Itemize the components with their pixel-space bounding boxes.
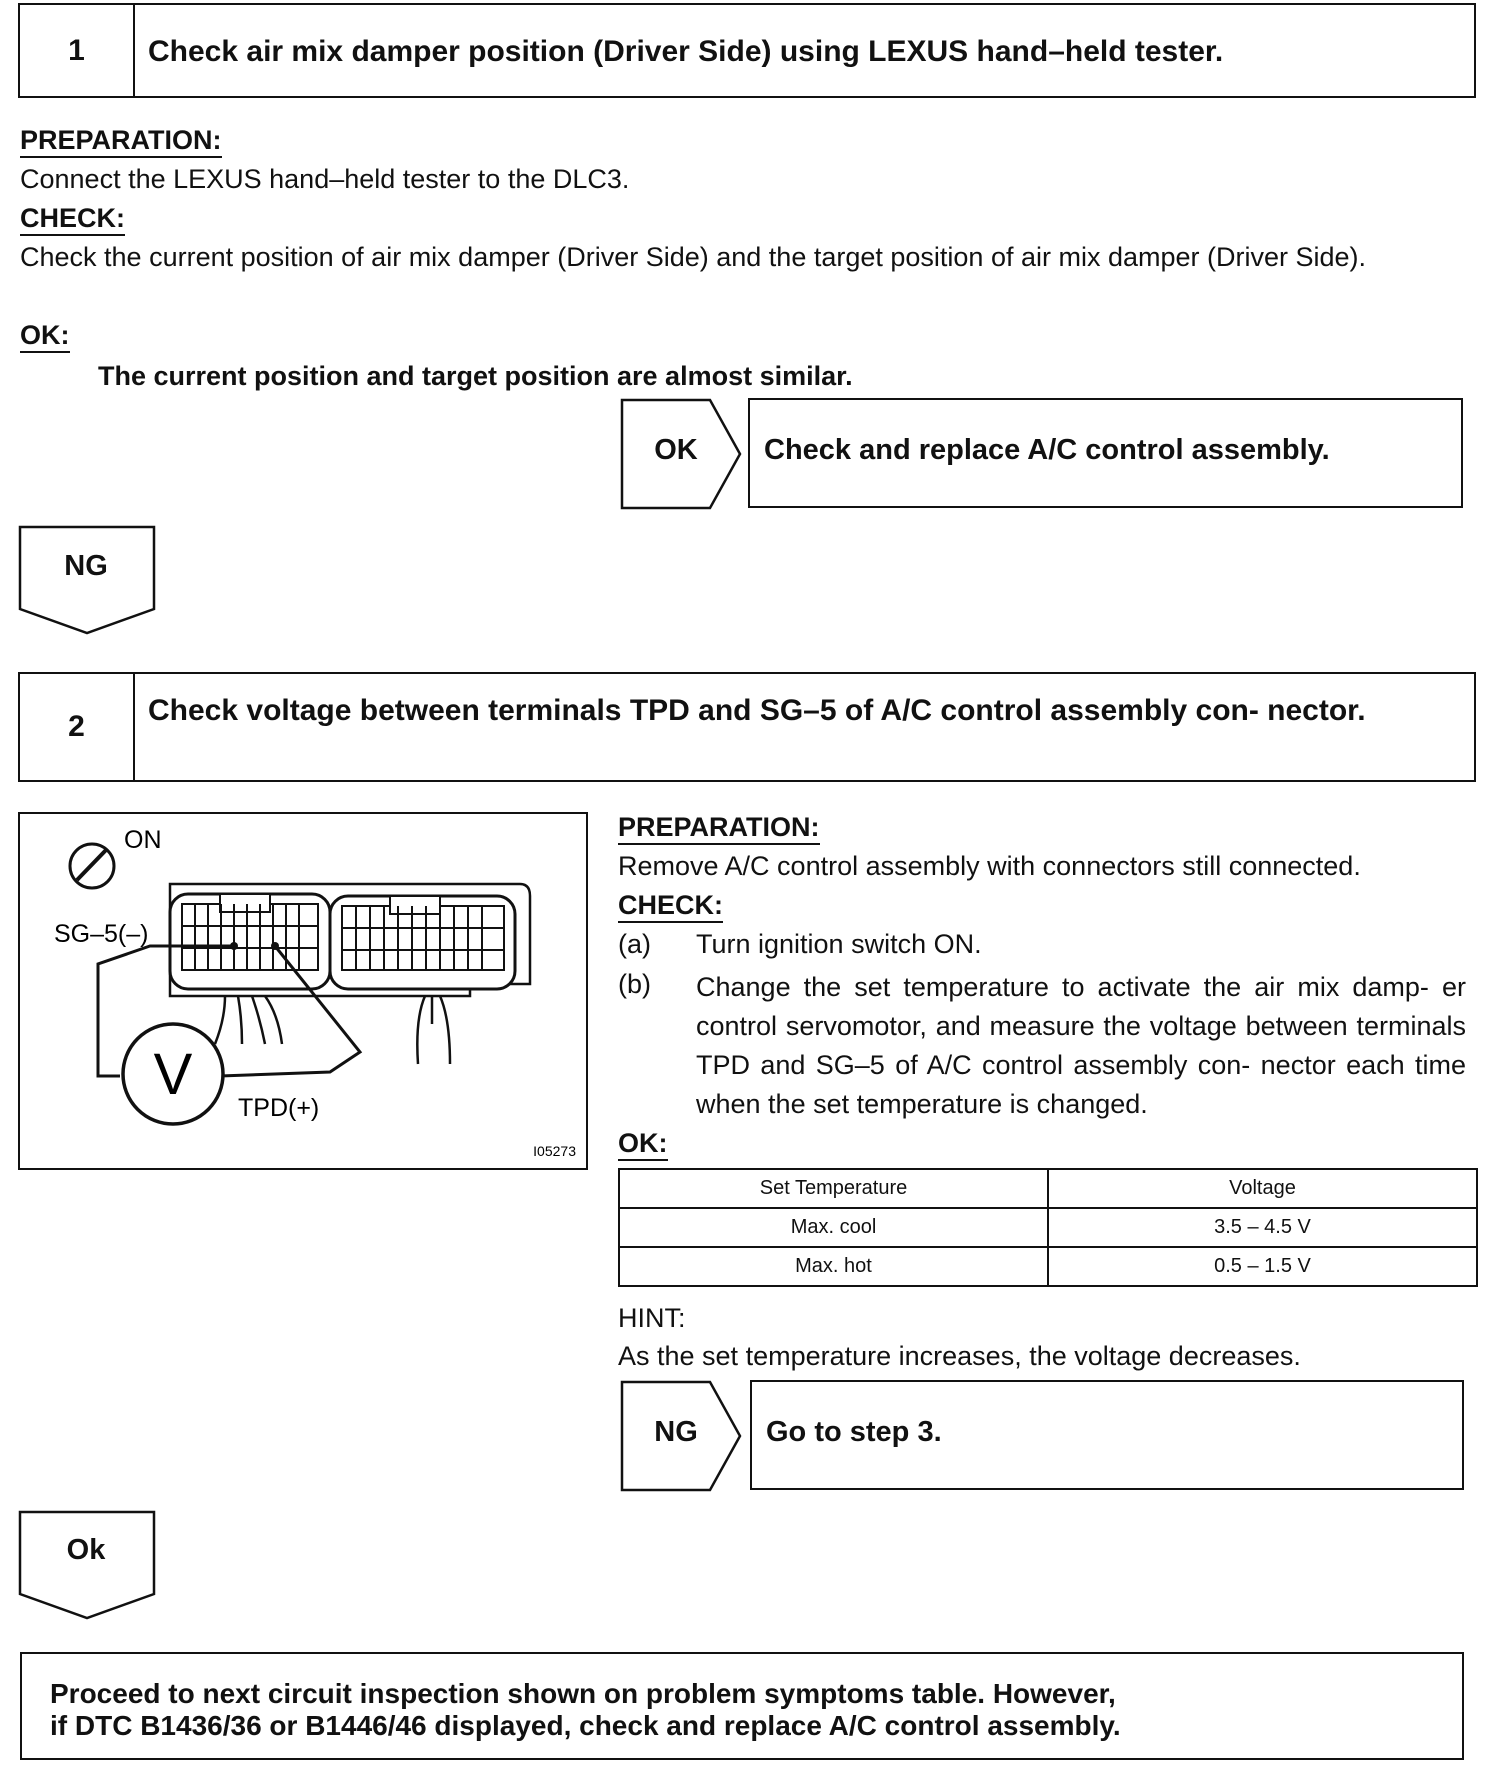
step1-check-label: CHECK:: [20, 203, 125, 236]
step2-ok-flow-label: Ok: [66, 1534, 106, 1566]
step2-hint-label: HINT:: [618, 1303, 686, 1333]
final-instruction-box: [20, 1652, 1464, 1760]
wire-harness: [215, 996, 450, 1064]
step1-check-text: Check the current position of air mix damper (Driver Side) and the target position of air mix damper (Driver Side).: [20, 242, 1367, 272]
step1-ok-result-box: [748, 398, 1463, 508]
step1-title: Check air mix damper position (Driver Side) using LEXUS hand–held tester.: [148, 35, 1224, 68]
voltage-spec-table: [618, 1168, 1478, 1287]
connector-figure: [18, 812, 588, 1170]
step2-preparation-label: PREPARATION:: [618, 812, 820, 845]
step1-ok-label: OK:: [20, 320, 70, 353]
table-row: [619, 1208, 1477, 1247]
table-cell: 0.5 – 1.5 V: [1048, 1247, 1477, 1286]
step2-preparation-text: Remove A/C control assembly with connectors still connected.: [618, 851, 1361, 881]
step1-ok-result-text: Check and replace A/C control assembly.: [764, 434, 1330, 466]
voltmeter-label: V: [153, 1042, 193, 1107]
check-item-b-marker: (b): [618, 969, 651, 999]
right-connector: [330, 896, 515, 989]
table-cell: Max. cool: [619, 1208, 1048, 1247]
tpd-label: TPD(+): [238, 1094, 320, 1122]
on-label: ON: [124, 826, 162, 854]
step1-ok-flow-label: OK: [654, 434, 698, 466]
step1-preparation-text: Connect the LEXUS hand–held tester to the DLC3.: [20, 164, 630, 194]
step1-preparation-label: PREPARATION:: [20, 125, 222, 158]
table-row: [619, 1247, 1477, 1286]
step1-header: [18, 3, 1476, 98]
final-instruction-line2: if DTC B1436/36 or B1446/46 displayed, check and replace A/C control assembly.: [50, 1710, 1121, 1741]
table-cell: Max. hot: [619, 1247, 1048, 1286]
table-cell: 3.5 – 4.5 V: [1048, 1208, 1477, 1247]
step2-number: 2: [20, 674, 135, 780]
ignition-switch-icon: [70, 844, 114, 888]
table-header-row: [619, 1169, 1477, 1208]
step1-ng-flow-label: NG: [64, 550, 108, 582]
voltmeter-icon: [123, 1024, 223, 1124]
figure-id: I05273: [533, 1143, 576, 1159]
step2-check-label: CHECK:: [618, 890, 723, 923]
sg5-label: SG–5(–): [54, 920, 149, 948]
table-header-cell: Set Temperature: [619, 1169, 1048, 1208]
check-item-b-text: Change the set temperature to activate the air mix damp- er control servomotor, and measure the voltage between terminals TPD and SG–5 of A/C control assembly con- nector each time when the set temperature is changed.: [696, 972, 1466, 1119]
step2-title: Check voltage between terminals TPD and SG–5 of A/C control assembly con- nector.: [148, 694, 1366, 727]
step2-ng-flow-label: NG: [654, 1416, 698, 1448]
final-instruction-line1: Proceed to next circuit inspection shown on problem symptoms table. However,: [50, 1678, 1116, 1709]
left-connector: [170, 894, 330, 989]
step2-header: [18, 672, 1476, 782]
step2-ok-label: OK:: [618, 1128, 668, 1161]
step1-number: 1: [20, 5, 135, 96]
table-header-cell: Voltage: [1048, 1169, 1477, 1208]
check-item-a-text: Turn ignition switch ON.: [696, 929, 982, 959]
step2-ng-result-box: [750, 1380, 1464, 1490]
check-item-a-marker: (a): [618, 929, 651, 959]
step2-hint-text: As the set temperature increases, the voltage decreases.: [618, 1341, 1301, 1371]
connector-diagram: [20, 814, 586, 1168]
step2-ng-result-text: Go to step 3.: [766, 1416, 942, 1448]
step1-ok-text: The current position and target position are almost similar.: [98, 361, 853, 391]
